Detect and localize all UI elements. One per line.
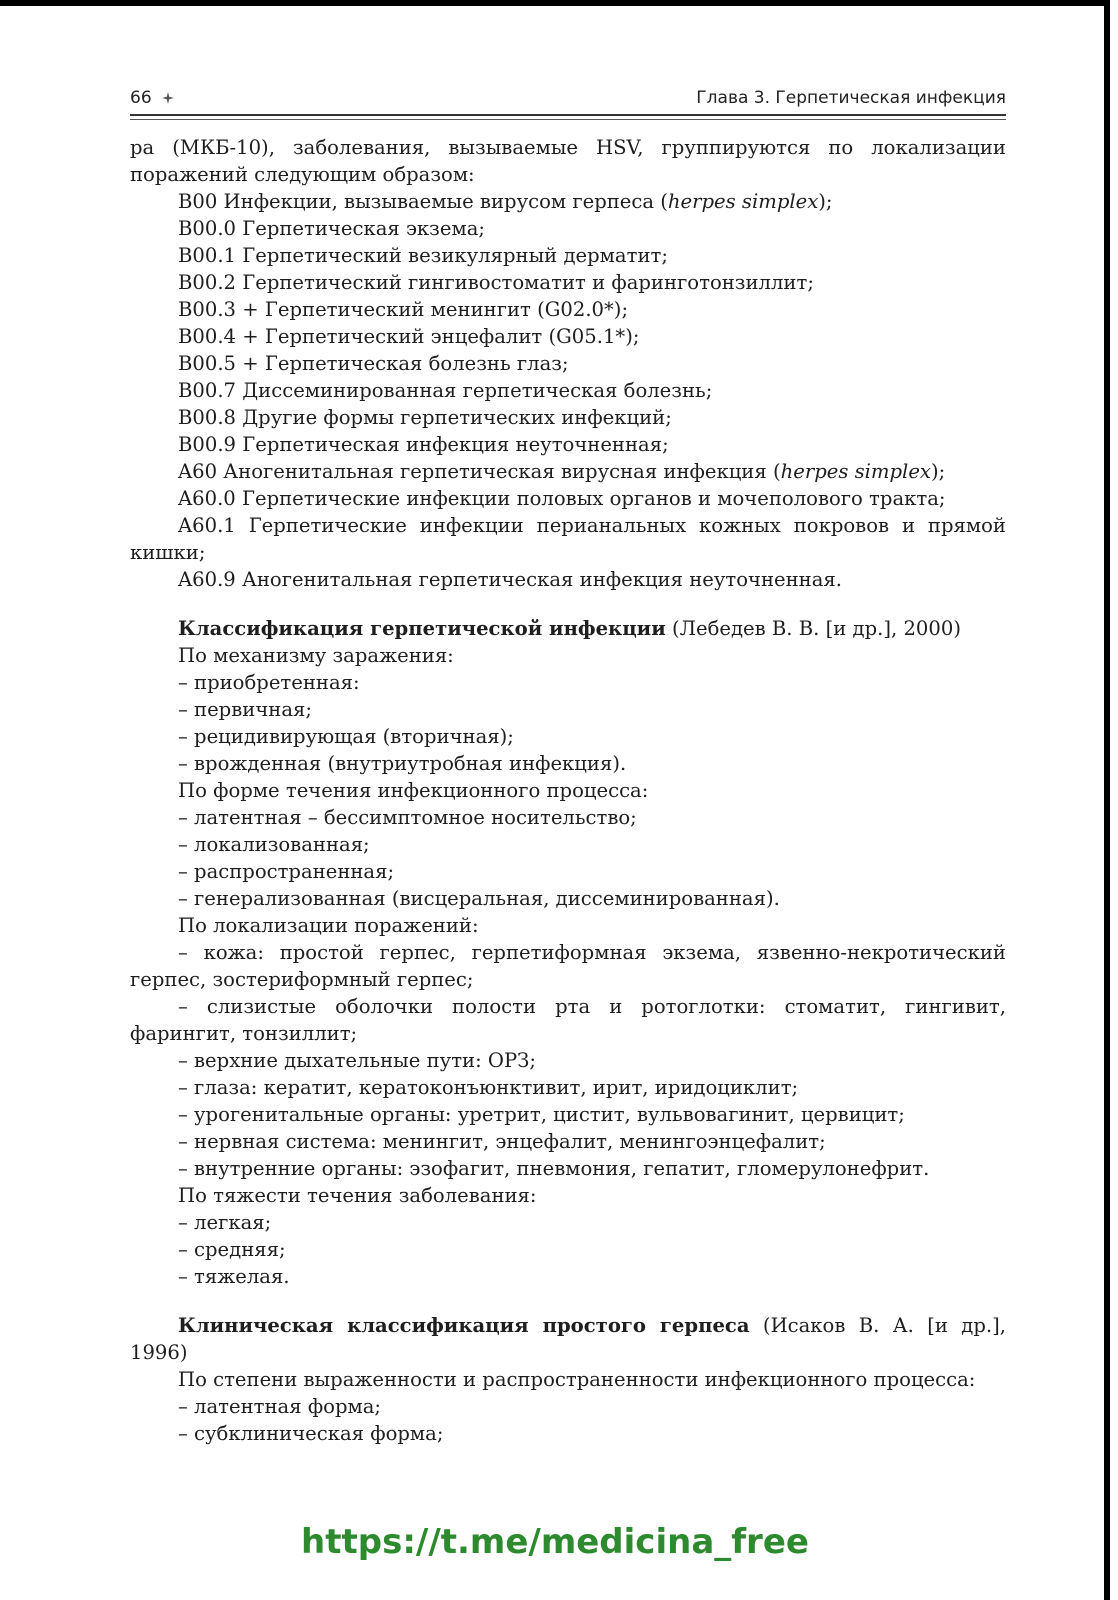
icd-code-item [130,431,1006,458]
list-line: По тяжести течения заболевания: [178,1184,537,1207]
icd-code-item [130,566,1006,593]
section2-title-source: (Исаков В. А. [и др.], 1996) [130,1314,1006,1364]
intro-paragraph: ра (МКБ-10), заболевания, вызываемые HSV, группируются по локализации поражений следующим образом: [130,136,1006,186]
book-page [130,82,1006,1447]
list-line: – латентная форма; [178,1395,382,1418]
icd-code-text: B00.5 + Герпетическая болезнь глаз; [178,352,569,375]
icd-code-text: B00.4 + Герпетический энцефалит (G05.1*); [178,325,640,348]
list-line: – глаза: кератит, кератоконъюнктивит, ирит, иридоциклит; [178,1076,799,1099]
list-line: – легкая; [178,1211,272,1234]
section1-title-bold: Классификация герпетической инфекции [178,617,666,640]
icd-code-item [130,188,1006,215]
icd-code-item [130,404,1006,431]
list-line: – средняя; [178,1238,286,1261]
list-line: – внутренние органы: эзофагит, пневмония, гепатит, гломерулонефрит. [178,1157,930,1180]
list-line: – тяжелая. [178,1265,290,1288]
icd-code-item [130,512,1006,566]
icd-code-list [130,188,1006,593]
list-line: – локализованная; [178,833,370,856]
page-number-group [130,88,174,108]
icd-code-text: A60 Аногенитальная герпетическая вирусная инфекция ( [178,460,781,483]
icd-code-text: A60.0 Герпетические инфекции половых органов и мочеполового тракта; [178,487,946,510]
icd-code-item [130,458,1006,485]
list-line: – субклиническая форма; [178,1422,444,1445]
section2-title-bold: Клиническая классификация простого герпеса [178,1314,750,1337]
list-line: – нервная система: менингит, энцефалит, менингоэнцефалит; [178,1130,826,1153]
icd-code-text: B00.9 Герпетическая инфекция неуточненная; [178,433,669,456]
section1-heading [130,615,1006,642]
icd-code-text: B00 Инфекции, вызываемые вирусом герпеса ( [178,190,668,213]
section1-title-source: (Лебедев В. В. [и др.], 2000) [665,617,961,640]
section1-lines [130,642,1006,1290]
page-number: 66 [130,88,152,108]
list-line: – первичная; [178,698,312,721]
list-line: – распространенная; [178,860,395,883]
list-line: – слизистые оболочки полости рта и ротоглотки: стоматит, гингивит, фарингит, тонзиллит; [130,995,1006,1045]
icd-code-item [130,296,1006,323]
icd-code-text: B00.3 + Герпетический менингит (G02.0*); [178,298,629,321]
list-line: По механизму заражения: [178,644,454,667]
header-rule-thick [130,114,1006,116]
list-line: По степени выраженности и распространенности инфекционного процесса: [178,1368,976,1391]
list-line: – генерализованная (висцеральная, диссеминированная). [178,887,780,910]
diamond-ornament-icon [162,92,174,104]
section-gap [130,1290,1006,1312]
header-rule-thin [130,119,1006,120]
list-line: – приобретенная: [178,671,360,694]
list-line: – верхние дыхательные пути: ОРЗ; [178,1049,536,1072]
section-gap [130,593,1006,615]
list-line: – латентная – бессимптомное носительство; [178,806,637,829]
icd-code-item [130,242,1006,269]
icd-code-italic: herpes simplex [780,460,931,483]
icd-code-item [130,215,1006,242]
icd-code-text: B00.8 Другие формы герпетических инфекций; [178,406,672,429]
section2-heading [130,1312,1006,1366]
icd-code-text-end: ); [930,460,946,483]
list-line: – врожденная (внутриутробная инфекция). [178,752,627,775]
page-body [130,134,1006,1447]
icd-code-italic: herpes simplex [667,190,819,213]
icd-code-text: A60.9 Аногенитальная герпетическая инфекция неуточненная. [178,568,843,591]
list-line: По форме течения инфекционного процесса: [178,779,649,802]
icd-code-item [130,350,1006,377]
list-line: – рецидивирующая (вторичная); [178,725,514,748]
telegram-link[interactable]: https://t.me/medicina_free [301,1522,809,1562]
icd-code-text-end: ); [818,190,833,213]
icd-code-text: B00.7 Диссеминированная герпетическая болезнь; [178,379,713,402]
icd-code-item [130,269,1006,296]
icd-code-item [130,377,1006,404]
icd-code-text: A60.1 Герпетические инфекции перианальных кожных покровов и прямой кишки; [130,514,1006,564]
chapter-title: Глава 3. Герпетическая инфекция [696,88,1006,108]
list-line: По локализации поражений: [178,914,479,937]
icd-code-text: B00.0 Герпетическая экзема; [178,217,485,240]
icd-code-text: B00.2 Герпетический гингивостоматит и фаринготонзиллит; [178,271,814,294]
list-line: – урогенитальные органы: уретрит, цистит, вульвовагинит, цервицит; [178,1103,905,1126]
icd-code-text: B00.1 Герпетический везикулярный дерматит; [178,244,668,267]
section2-lines [130,1366,1006,1447]
icd-code-item [130,323,1006,350]
icd-code-item [130,485,1006,512]
running-head [130,82,1006,108]
list-line: – кожа: простой герпес, герпетиформная экзема, язвенно-некротический герпес, зостериформный герпес; [130,941,1006,991]
